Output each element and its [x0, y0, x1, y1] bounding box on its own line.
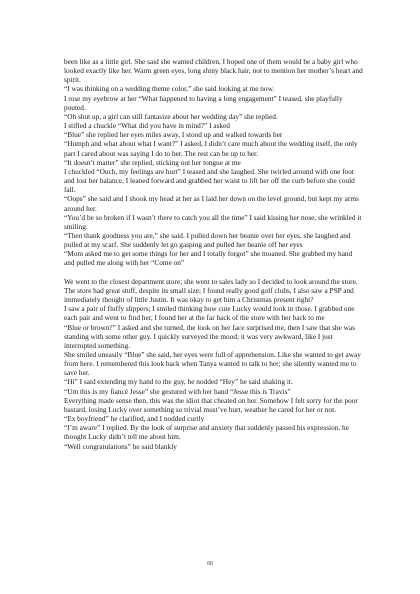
- paragraph: “You’d be so broken if I wasn’t there to catch you all the time” I said kissing her nose, she wrinkled it smiling.: [64, 212, 362, 231]
- paragraph: “Ex boyfriend” he clarified, and I nodded curtly: [64, 414, 205, 424]
- paragraph: “I’m aware” I replied. By the look of surprise and anxiety that suddenly passed his expression, he thought Lucky didn’t tell me about him.: [64, 423, 349, 442]
- paragraph: I rose my eyebrow at her “What happened to having a long engagement” I teased, she playfully pouted.: [64, 93, 343, 112]
- paragraph: She smiled uneasily “Blue” she said, her eyes were full of apprehension. Like she wanted to get away from here. I remembered this look back when Tanya wanted to talk to her; she silently wanted me to save her.: [64, 349, 361, 378]
- page-number: 88: [207, 561, 213, 567]
- paragraph: Everything made sense then, this was the idiot that cheated on her. Somehow I felt sorry for the poor bastard, losing Lucky over something so trivial must’ve hurt, weather he cared for her or not.: [64, 395, 358, 414]
- paragraph: I stifled a chuckle “What did you have in mind?” I asked: [64, 121, 230, 131]
- paragraph: “Then thank goodness you are,” she said. I pulled down her beanie over her eyes, she laughed and pulled at my scarf. She suddenly let go gasping and pulled her beanie off her eyes: [64, 230, 351, 250]
- paragraph: I chuckled “Ouch, my feelings are hurt” I teased and she laughed. She twirled around with one foot and lost her balance, I leaned forward and grabbed her waist to lift her off the curb before she could fall.: [64, 166, 355, 195]
- paragraph: I saw a pair of fluffy slippers; I smiled thinking how cute Lucky would look in those. I grabbed one each pair and went to find her, I found her at the far back of the store with her back to me: [64, 304, 355, 323]
- paragraph: We went to the closest department store; she went to sales lady so I decided to look around the store. The store had great stuff, despite its small size; I found really good golf clubs, I also saw a PSP and immediately thought of little Justin. It was okay to get him a Christmas present right?: [64, 276, 358, 305]
- paragraph: “Oh shut up, a girl can still fantasize about her wedding day” she replied.: [64, 111, 278, 121]
- paragraph: been like as a little girl. She said she wanted children, I hoped one of them would be a baby girl who looked exactly like her. Warm green eyes, long shiny black hair, not to mention her mother’s heart and spirit.: [64, 57, 363, 85]
- paragraph: “Mom asked me to get some things for her and I totally forgot” she moaned. She grabbed my hand and pulled me along with her “Come on”: [64, 249, 353, 268]
- paragraph: “Blue or brown?” I asked and she turned, the look on her face surprised me, then I saw that she was standing with some other guy. I quickly surveyed the mood; it was very awkward, like I just interrupted something.: [64, 322, 355, 350]
- paragraph: “Hi” I said extending my hand to the guy, he nodded “Hey” he said shaking it.: [64, 377, 293, 387]
- paragraph: “Um this is my fiancé Jesse” she gestured with her hand “Jesse this is Travis”: [64, 386, 291, 396]
- paragraph: “Blue” she replied her eyes miles away, I stood up and walked towards her: [64, 130, 283, 140]
- document-page: [64, 57, 364, 451]
- paragraph: “Humph and what about what I want?” I asked, I didn’t care much about the wedding itself, the only part I cared about was saying I do to her. The rest can be up to her.: [64, 139, 358, 158]
- paragraph: “It doesn’t matter” she replied, sticking out her tongue at me: [64, 157, 241, 167]
- section-gap: [64, 268, 364, 277]
- paragraph: “Oops” she said and I shook my head at her as I laid her down on the level ground, but kept my arms around her.: [64, 194, 359, 213]
- paragraph: “Well congratulations” he said blankly: [64, 441, 177, 451]
- paragraph: “I was thinking on a wedding theme color,” she said looking at me now.: [64, 84, 275, 94]
